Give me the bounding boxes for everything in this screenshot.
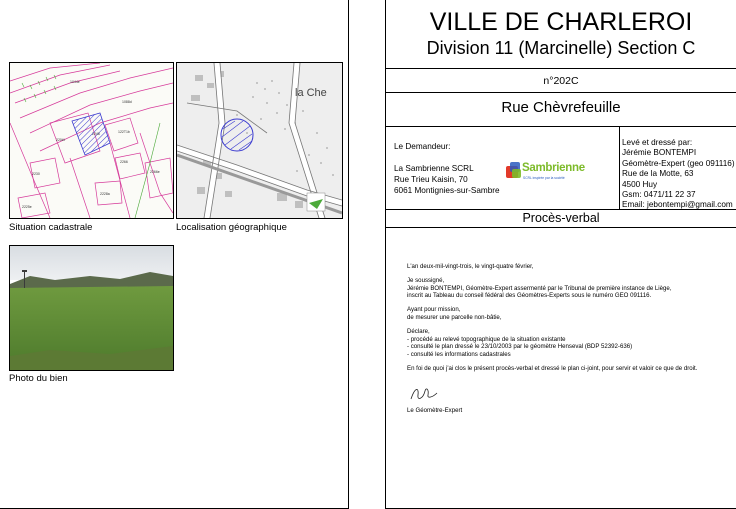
pv-mission-line: Ayant pour mission, bbox=[407, 306, 461, 314]
svg-text:1088d: 1088d bbox=[122, 100, 132, 104]
pv-date-line: L'an deux-mil-vingt-trois, le vingt-quatre février, bbox=[407, 263, 534, 270]
svg-text:2266: 2266 bbox=[120, 160, 128, 164]
pv-declare: Déclare, bbox=[407, 328, 430, 336]
signature-image bbox=[409, 385, 439, 403]
pv-intro-line: Jérémie BONTEMPI, Géomètre-Expert assermenté par le Tribunal de première instance de Liège, bbox=[407, 284, 672, 292]
svg-text:2225e: 2225e bbox=[22, 205, 32, 209]
svg-text:2266e: 2266e bbox=[150, 170, 160, 174]
applicant-name: La Sambrienne SCRL bbox=[394, 164, 474, 173]
divider bbox=[386, 92, 736, 93]
sambrienne-logo bbox=[504, 160, 594, 184]
pv-intro-line: inscrit au Tableau du conseil fédéral des Géomètres-Experts sous le numéro GEO 091116. bbox=[407, 292, 652, 300]
pv-intro-line: Je soussigné, bbox=[407, 277, 445, 285]
pv-closing: En foi de quoi j'ai clos le présent procès-verbal et dressé le plan ci-joint, pour servir et valoir ce que de droit. bbox=[407, 364, 698, 372]
surveyor-heading: Levé et dressé par: bbox=[622, 138, 693, 147]
applicant-block bbox=[394, 141, 500, 196]
left-sheet bbox=[0, 0, 349, 509]
surveyor-city: 4500 Huy bbox=[622, 179, 658, 189]
svg-text:2248: 2248 bbox=[92, 132, 100, 136]
cadastral-caption: Situation cadastrale bbox=[9, 222, 93, 233]
applicant-street: Rue Trieu Kaisin, 70 bbox=[394, 175, 468, 184]
surveyor-block bbox=[622, 138, 735, 211]
svg-text:220t4: 220t4 bbox=[56, 138, 65, 142]
property-photo bbox=[9, 245, 174, 371]
svg-text:122T1b: 122T1b bbox=[118, 130, 130, 134]
svg-text:1044e: 1044e bbox=[70, 80, 80, 84]
surveyor-gsm: Gsm: 0471/11 22 37 bbox=[622, 190, 696, 200]
divider bbox=[386, 227, 736, 228]
cadastral-map-drawing bbox=[10, 63, 173, 218]
photo-caption: Photo du bien bbox=[9, 373, 68, 384]
street-name: Rue Chèvrefeuille bbox=[501, 99, 621, 116]
surveyor-name: Jérémie BONTEMPI bbox=[622, 148, 697, 158]
applicant-heading: Le Demandeur: bbox=[394, 142, 451, 151]
pv-item: - procédé au relevé topographique de la situation existante bbox=[407, 335, 566, 343]
divider bbox=[386, 68, 736, 69]
column-divider bbox=[619, 126, 620, 209]
svg-text:2228a: 2228a bbox=[100, 192, 110, 196]
field-photo-image bbox=[10, 246, 173, 370]
divider bbox=[386, 209, 736, 210]
pv-item: - consulté le plan dressé le 23/10/2003 par le géomètre Henseval (BDP 52392-636) bbox=[407, 343, 633, 351]
geographic-map bbox=[176, 62, 343, 219]
geo-map-place-label: la Che bbox=[295, 87, 327, 99]
pv-body bbox=[407, 263, 733, 414]
pv-title: Procès-verbal bbox=[522, 211, 600, 225]
surveyor-street: Rue de la Motte, 63 bbox=[622, 169, 694, 179]
document-title: VILLE DE CHARLEROI bbox=[429, 8, 693, 36]
right-sheet bbox=[385, 0, 736, 509]
geographic-caption: Localisation géographique bbox=[176, 222, 287, 233]
pv-signature-label: Le Géomètre-Expert bbox=[407, 406, 463, 414]
document-subtitle: Division 11 (Marcinelle) Section C bbox=[426, 38, 696, 58]
plot-number: n°202C bbox=[543, 75, 579, 87]
divider bbox=[386, 126, 736, 127]
applicant-city: 6061 Montignies-sur-Sambre bbox=[394, 186, 500, 195]
logo-text: Sambrienne bbox=[522, 162, 585, 174]
svg-text:2230: 2230 bbox=[32, 172, 40, 176]
surveyor-title: Géomètre-Expert (geo 091116) bbox=[622, 158, 735, 168]
logo-tagline: SCRL inspirée par la société bbox=[523, 176, 565, 180]
pv-mission-line: de mesurer une parcelle non-bâtie, bbox=[407, 313, 502, 321]
surveyor-email: Email: jebontempi@gmail.com bbox=[622, 200, 733, 210]
cadastral-map bbox=[9, 62, 174, 219]
pv-item: - consulté les informations cadastrales bbox=[407, 350, 511, 358]
